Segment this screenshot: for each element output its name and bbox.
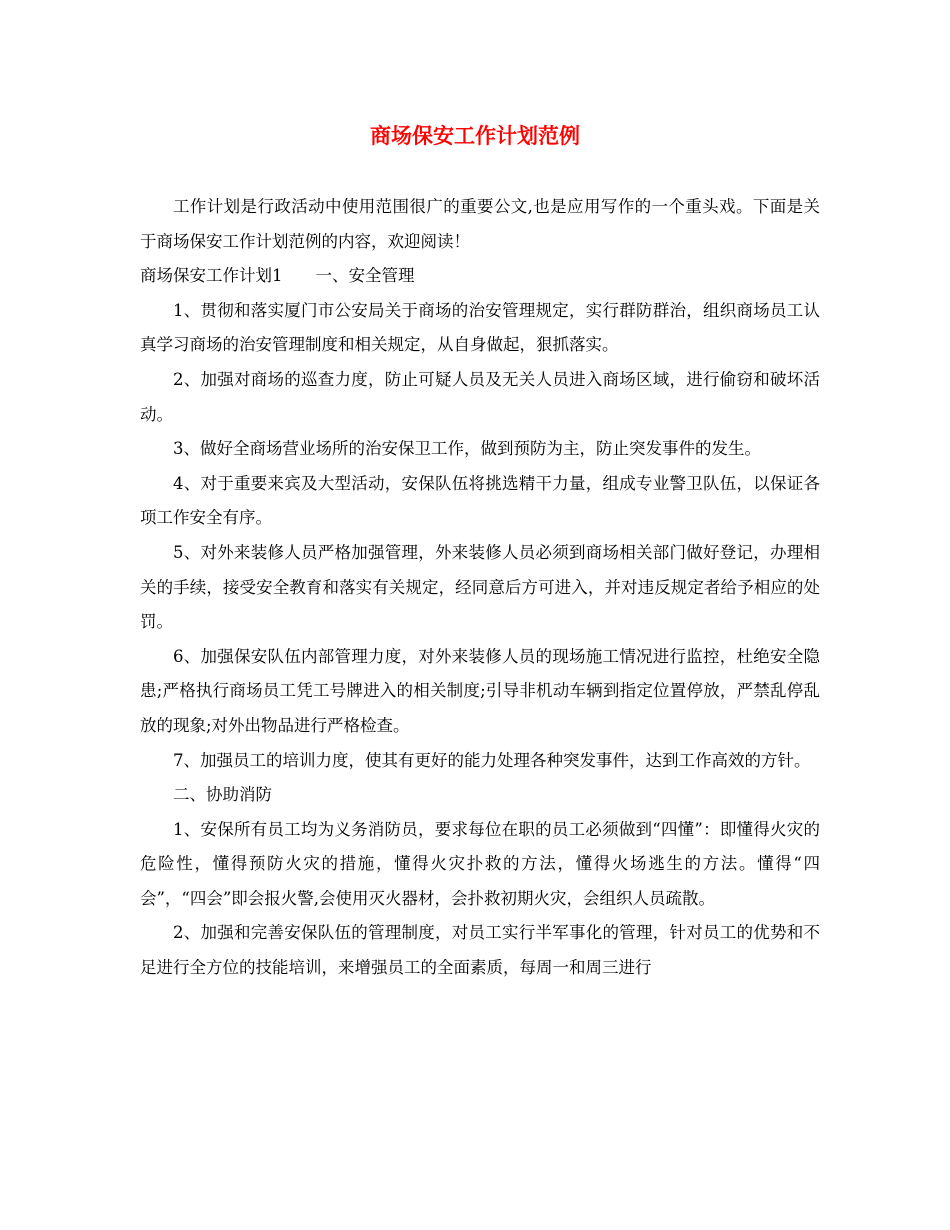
paragraph-item-1: 1、贯彻和落实厦门市公安局关于商场的治安管理规定，实行群防群治，组织商场员工认真学习商场的治安管理制度和相关规定，从自身做起，狠抓落实。 [140,300,820,355]
paragraph-fire-item-2: 2、加强和完善安保队伍的管理制度，对员工实行半军事化的管理，针对员工的优势和不足进行全方位的技能培训，来增强员工的全面素质，每周一和周三进行 [140,923,820,978]
paragraph-item-5: 5、对外来装修人员严格加强管理，外来装修人员必须到商场相关部门做好登记，办理相关的手续，接受安全教育和落实有关规定，经同意后方可进入，并对违反规定者给予相应的处罚。 [140,542,820,632]
paragraph-fire-item-1: 1、安保所有员工均为义务消防员，要求每位在职的员工必须做到“四懂”：即懂得火灾的危险性，懂得预防火灾的措施，懂得火灾扑救的方法，懂得火场逃生的方法。懂得“四会”，“四会”即会报火警,会使用灭火器材，会扑救初期火灾，会组织人员疏散。 [140,819,820,908]
document-body [140,190,820,986]
paragraph-item-7: 7、加强员工的培训力度，使其有更好的能力处理各种突发事件，达到工作高效的方针。 [173,750,811,770]
section-heading-fire: 二、协助消防 [173,785,272,805]
document-title: 商场保安工作计划范例 [370,123,580,148]
paragraph-item-4: 4、对于重要来宾及大型活动，安保队伍将挑选精干力量，组成专业警卫队伍，以保证各项工作安全有序。 [140,473,820,528]
paragraph-item-6: 6、加强保安队伍内部管理力度，对外来装修人员的现场施工情况进行监控，杜绝安全隐患;严格执行商场员工凭工号牌进入的相关制度;引导非机动车辆到指定位置停放，严禁乱停乱放的现象;对外出物品进行严格检查。 [140,646,820,735]
paragraph-heading-plan-1: 商场保安工作计划1 一、安全管理 [140,266,415,286]
paragraph-item-3: 3、做好全商场营业场所的治安保卫工作，做到预防为主，防止突发事件的发生。 [173,439,761,459]
paragraph-intro: 工作计划是行政活动中使用范围很广的重要公文,也是应用写作的一个重头戏。下面是关于商场保安工作计划范例的内容，欢迎阅读！ [140,197,820,251]
paragraph-item-2: 2、加强对商场的巡查力度，防止可疑人员及无关人员进入商场区域，进行偷窃和破坏活动。 [140,369,820,424]
